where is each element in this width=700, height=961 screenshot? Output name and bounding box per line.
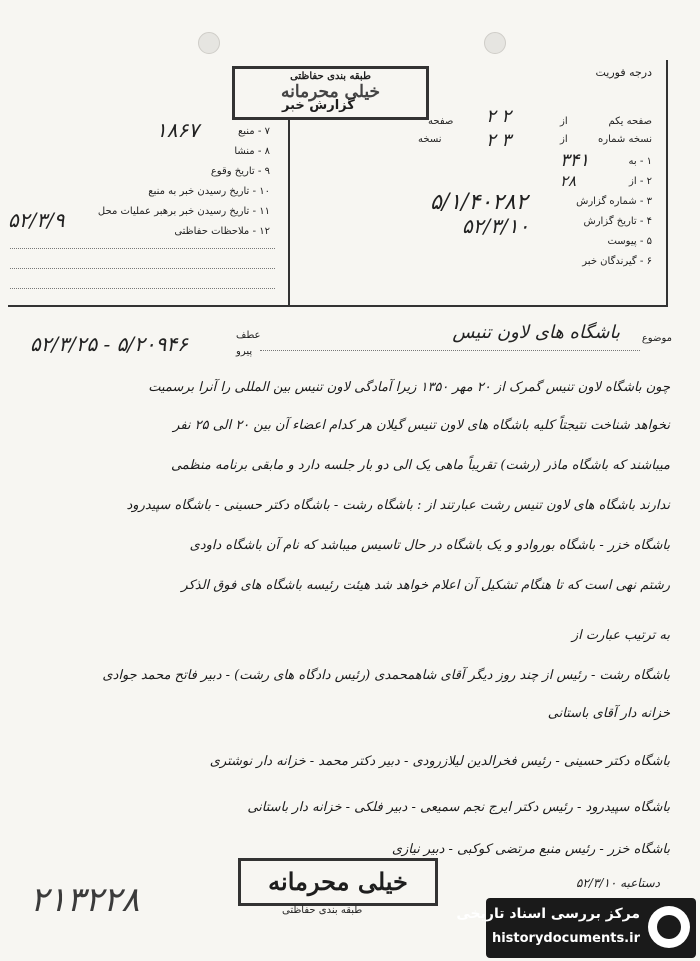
urgency-label: درجه فوریت <box>595 66 652 79</box>
list-line: باشگاه دکتر حسینی - رئیس فخرالدین لیلازرودی - دبیر دکتر محمد - خزانه دار نوشتری <box>209 754 670 769</box>
copy-label: نسخه شماره <box>598 134 652 145</box>
divider-vertical <box>288 120 290 305</box>
divider-horizontal <box>8 305 668 307</box>
list-intro: به ترتیب عبارت از <box>571 628 670 643</box>
watermark-logo <box>456 898 696 958</box>
archive-emblem-icon <box>648 906 690 948</box>
reference-atf-label: عطف <box>236 330 261 341</box>
reference-value: ۵۲/۳/۲۵ - ۵/۲۰۹۴۶ <box>30 332 188 356</box>
stamp-classification: طبقه بندی حفاظتی <box>290 71 371 82</box>
field-from-label: ۲ - از <box>629 176 652 187</box>
body-line: میباشند که باشگاه ماذر (رشت) تقریباً ماهی یک الی دو بار جلسه دارد و مابقی برنامه منظمی <box>170 458 670 473</box>
field-recipients-label: ۶ - گیرندگان خبر <box>582 256 652 267</box>
list-line: باشگاه رشت - رئیس از چند روز دیگر آقای شاهمحمدی (رئیس دادگاه های رشت) - دبیر فاتح محمد جوادی <box>102 668 670 683</box>
field-arrival-to-source-label: ۱۰ - تاریخ رسیدن خبر به منبع <box>148 186 270 197</box>
field-security-notes-label: ۱۲ - ملاحظات حفاظتی <box>174 226 270 237</box>
watermark-name: مرکز بررسی اسناد تاریخی <box>456 906 640 922</box>
dotted-line <box>10 248 275 249</box>
stamp-caption: طبقه بندی حفاظتی <box>282 905 363 916</box>
body-line: نخواهد شناخت نتیجتاً کلیه باشگاه های لاون تنیس گیلان هر کدام اعضاء آن بین ۲۰ الی ۲۵ نفر <box>173 418 670 433</box>
subject-value: باشگاه های لاون تنیس <box>452 322 620 343</box>
dotted-line <box>260 350 640 351</box>
field-occurrence-date-label: ۹ - تاریخ وقوع <box>210 166 270 177</box>
subject-label: موضوع <box>641 333 672 344</box>
field-report-date-label: ۴ - تاریخ گزارش <box>583 216 652 227</box>
page-from: از <box>560 116 568 127</box>
field-attachment-label: ۵ - پیوست <box>607 236 652 247</box>
reference-peiro-label: پیرو <box>236 346 253 357</box>
stamp-secret-text: خیلی محرمانه <box>281 82 380 102</box>
field-arrival-to-leader-value: ۵۲/۳/۹ <box>8 208 65 232</box>
copy-unit: نسخه <box>418 134 442 145</box>
body-line: باشگاه خزر - باشگاه بوروادو و یک باشگاه در حال تاسیس میباشد که نام آن باشگاه داودی <box>189 538 670 553</box>
watermark-site: historydocuments.ir <box>491 931 640 946</box>
field-from-value: ۲۸ <box>560 172 577 190</box>
field-origin-label: ۸ - منشا <box>234 146 270 157</box>
punch-hole-left <box>198 32 220 54</box>
page-unit: صفحه <box>428 116 454 127</box>
handwritten-date: دستاعبه ۵۲/۳/۱۰ <box>575 876 660 890</box>
body-line: ندارند باشگاه های لاون تنیس رشت عبارتند از : باشگاه رشت - باشگاه دکتر حسینی - باشگاه سپیدرود <box>126 498 670 513</box>
body-line: رشتم نهی است که تا هنگام تشکیل آن اعلام خواهد شد هیئت رئیسه باشگاه های فوق الذکر <box>181 578 670 593</box>
dotted-line <box>10 288 275 289</box>
field-report-number-value: ۵/۱/۴۰۲۸۲ <box>430 190 528 215</box>
divider-right-border <box>666 60 668 305</box>
punch-hole-right <box>484 32 506 54</box>
field-report-number-label: ۳ - شماره گزارش <box>576 196 652 207</box>
field-source-value: ۱۸۶۷ <box>156 118 199 142</box>
list-line: باشگاه سپیدرود - رئیس دکتر ایرج نجم سمیعی - دبیر فلکی - خزانه دار باستانی <box>247 800 670 815</box>
copy-count-handwritten: ۲ ۳ <box>486 130 512 151</box>
field-source-label: ۷ - منبع <box>237 126 270 137</box>
field-to-label: ۱ - به <box>628 156 652 167</box>
form-title: گزارش خبر <box>282 98 355 113</box>
copy-from: از <box>560 134 568 145</box>
dotted-line <box>10 268 275 269</box>
field-to-value: ۳۴۱ <box>560 150 590 171</box>
field-arrival-to-leader-label: ۱۱ - تاریخ رسیدن خبر برهبر عملیات محل <box>97 206 270 217</box>
archive-number: ۲۱۳۲۲۸ <box>30 880 140 920</box>
field-report-date-value: ۵۲/۳/۱۰ <box>462 214 530 238</box>
page-label: صفحه یکم <box>608 116 652 127</box>
body-line: چون باشگاه لاون تنیس گمرک از ۲۰ مهر ۱۳۵۰ زیرا آمادگی لاون تنیس بین المللی را آنرا برسمیت <box>148 380 670 395</box>
classification-stamp-bottom: خیلی محرمانه <box>238 858 438 906</box>
list-line: باشگاه خزر - رئیس منبع مرتضی کوکبی - دبیر نیازی <box>391 842 670 857</box>
page-count-handwritten: ۲ ۲ <box>486 106 512 127</box>
list-line: خزانه دار آقای باستانی <box>547 706 670 721</box>
